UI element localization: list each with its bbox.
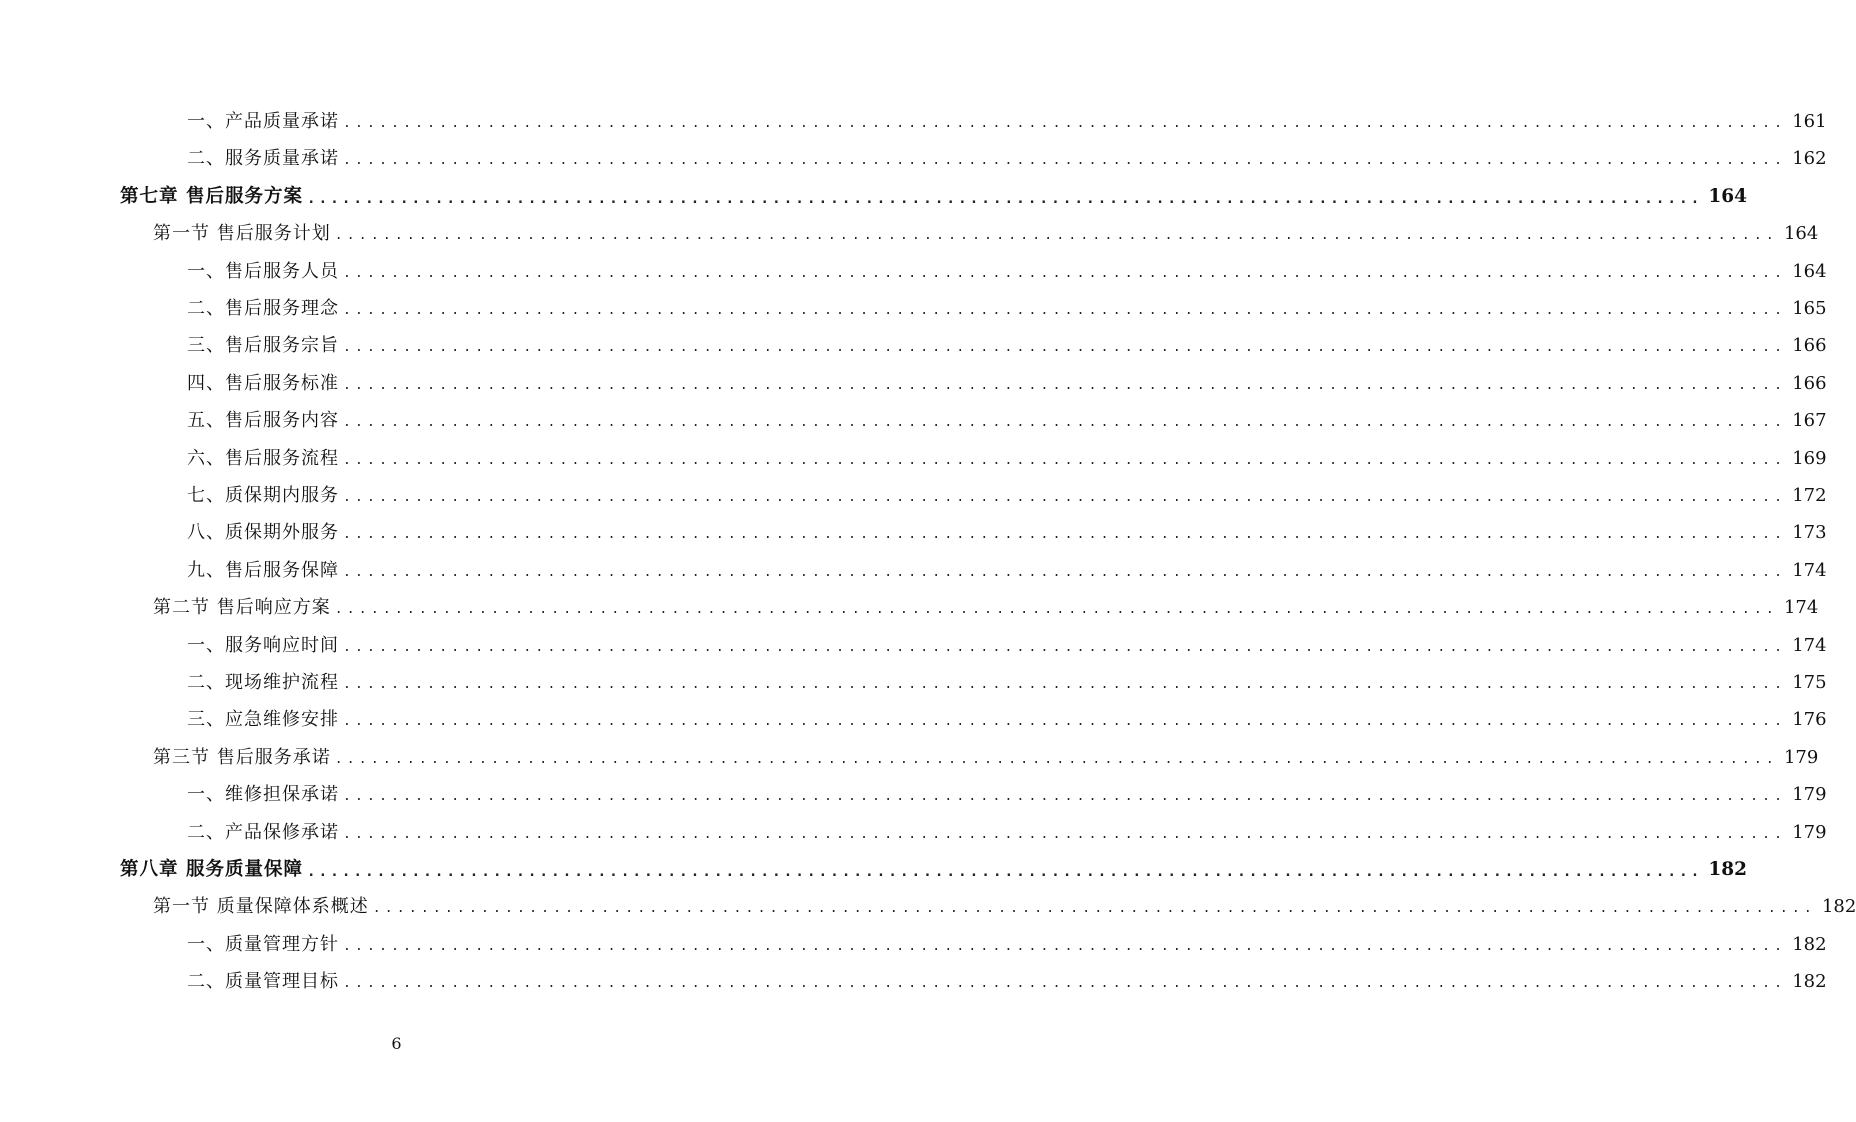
toc-entry-title: 第二节 售后响应方案 — [153, 597, 331, 619]
toc-entry-title: 四、售后服务标准 — [187, 372, 339, 394]
toc-entry[interactable] — [187, 106, 1827, 134]
dot-leader: ........................................................................................................................ — [343, 340, 1787, 356]
dot-leader: ........................................................................................................................ — [343, 153, 1787, 169]
toc-entry-page: 179 — [1783, 746, 1819, 768]
toc-entry-title: 一、产品质量承诺 — [187, 111, 339, 132]
toc-entry-page: 161 — [1792, 111, 1827, 132]
toc-entry[interactable] — [187, 143, 1827, 171]
toc-entry[interactable] — [187, 555, 1827, 583]
dot-leader: ........................................................................................................................ — [343, 639, 1787, 655]
toc-entry-title: 第三节 售后服务承诺 — [153, 746, 331, 768]
toc-entry-page: 172 — [1792, 485, 1827, 506]
toc-entry[interactable] — [153, 891, 1856, 919]
dot-leader: ........................................................................................................................ — [372, 901, 1816, 917]
toc-entry-page: 179 — [1792, 821, 1827, 843]
toc-entry-title: 八、质保期外服务 — [187, 522, 339, 544]
toc-entry[interactable] — [187, 368, 1827, 396]
toc-entry-title: 六、售后服务流程 — [187, 447, 339, 469]
page-number: 6 — [391, 1034, 402, 1053]
dot-leader: ........................................................................................................................ — [343, 826, 1787, 842]
toc-entry-title: 二、售后服务理念 — [187, 298, 339, 319]
toc-entry-title: 二、现场维护流程 — [187, 672, 339, 693]
dot-leader: ........................................................................................................................ — [343, 789, 1787, 805]
toc-entry-title: 三、售后服务宗旨 — [187, 335, 339, 357]
toc-entry-title: 第一节 质量保障体系概述 — [153, 896, 369, 918]
dot-leader: ........................................................................................................................ — [343, 976, 1787, 992]
toc-entry[interactable] — [187, 817, 1827, 845]
toc-entry[interactable] — [187, 517, 1827, 545]
toc-entry-title: 一、售后服务人员 — [187, 260, 339, 282]
toc-entry[interactable] — [187, 330, 1827, 358]
toc-entry[interactable] — [187, 293, 1827, 321]
toc-entry-title: 七、质保期内服务 — [187, 485, 339, 506]
toc-entry-title: 二、产品保修承诺 — [187, 821, 339, 843]
toc-entry[interactable] — [187, 929, 1827, 957]
toc-entry-page: 165 — [1792, 298, 1827, 319]
toc-entry[interactable] — [153, 592, 1819, 620]
dot-leader: ........................................................................................................................ — [343, 303, 1787, 318]
dot-leader: ........................................................................................................................ — [343, 564, 1787, 580]
dot-leader: ........................................................................................................................ — [343, 452, 1787, 468]
dot-leader: ........................................................................................................................ — [343, 714, 1787, 730]
toc-entry-page: 162 — [1792, 148, 1827, 170]
dot-leader: ........................................................................................................................ — [334, 228, 1778, 244]
dot-leader: ........................................................................................................................ — [343, 527, 1787, 543]
toc-entry-page: 174 — [1792, 559, 1827, 581]
toc-entry[interactable] — [187, 256, 1827, 284]
toc-entry-page: 174 — [1783, 597, 1819, 619]
dot-leader: ........................................................................................................................ — [306, 190, 1703, 207]
toc-entry[interactable] — [187, 704, 1827, 732]
dot-leader: ........................................................................................................................ — [343, 677, 1787, 692]
toc-entry[interactable] — [187, 667, 1827, 695]
toc-entry-title: 第八章 服务质量保障 — [120, 859, 303, 880]
toc-entry-title: 一、服务响应时间 — [187, 634, 339, 656]
toc-entry-page: 182 — [1792, 971, 1827, 993]
toc-entry-page: 164 — [1783, 223, 1819, 245]
toc-entry-page: 174 — [1792, 634, 1827, 656]
dot-leader: ........................................................................................................................ — [343, 116, 1787, 131]
dot-leader: ........................................................................................................................ — [306, 864, 1703, 880]
dot-leader: ........................................................................................................................ — [343, 490, 1787, 505]
toc-entry[interactable] — [187, 779, 1827, 807]
toc-entry-page: 182 — [1821, 896, 1856, 918]
toc-entry-title: 三、应急维修安排 — [187, 709, 339, 731]
toc-entry[interactable] — [153, 218, 1819, 246]
toc-entry-title: 第一节 售后服务计划 — [153, 223, 331, 245]
toc-entry-page: 169 — [1792, 447, 1827, 469]
toc-entry[interactable] — [153, 742, 1819, 770]
toc-entry-page: 179 — [1792, 784, 1827, 806]
dot-leader: ........................................................................................................................ — [334, 602, 1778, 618]
dot-leader: ........................................................................................................................ — [343, 377, 1787, 393]
toc-entry-page: 175 — [1792, 672, 1827, 693]
toc-entry-page: 166 — [1792, 372, 1827, 394]
toc-entry-page: 182 — [1792, 933, 1827, 955]
toc-entry[interactable] — [187, 443, 1827, 471]
toc-entry-page: 182 — [1708, 859, 1748, 880]
toc-entry-title: 第七章 售后服务方案 — [120, 185, 303, 207]
toc-entry-title: 二、质量管理目标 — [187, 971, 339, 993]
toc-entry-page: 164 — [1792, 260, 1827, 282]
toc-entry-page: 167 — [1792, 410, 1827, 432]
toc-entry-page: 176 — [1792, 709, 1827, 731]
dot-leader: ........................................................................................................................ — [343, 415, 1787, 431]
toc-entry-title: 一、维修担保承诺 — [187, 784, 339, 806]
dot-leader: ........................................................................................................................ — [343, 265, 1787, 281]
toc-entry[interactable] — [187, 480, 1827, 508]
toc-entry[interactable] — [120, 181, 1748, 209]
toc-entry-title: 五、售后服务内容 — [187, 410, 339, 432]
dot-leader: ........................................................................................................................ — [343, 938, 1787, 954]
toc-entry-page: 164 — [1708, 185, 1748, 207]
toc-entry[interactable] — [187, 630, 1827, 658]
toc-entry-title: 一、质量管理方针 — [187, 933, 339, 955]
toc-entry[interactable] — [187, 405, 1827, 433]
toc-entry-page: 166 — [1792, 335, 1827, 357]
toc-entry-title: 九、售后服务保障 — [187, 559, 339, 581]
dot-leader: ........................................................................................................................ — [334, 751, 1778, 767]
toc-entry-title: 二、服务质量承诺 — [187, 148, 339, 170]
toc-entry[interactable] — [187, 966, 1827, 994]
toc-entry-page: 173 — [1792, 522, 1827, 544]
toc-entry[interactable] — [120, 854, 1748, 882]
